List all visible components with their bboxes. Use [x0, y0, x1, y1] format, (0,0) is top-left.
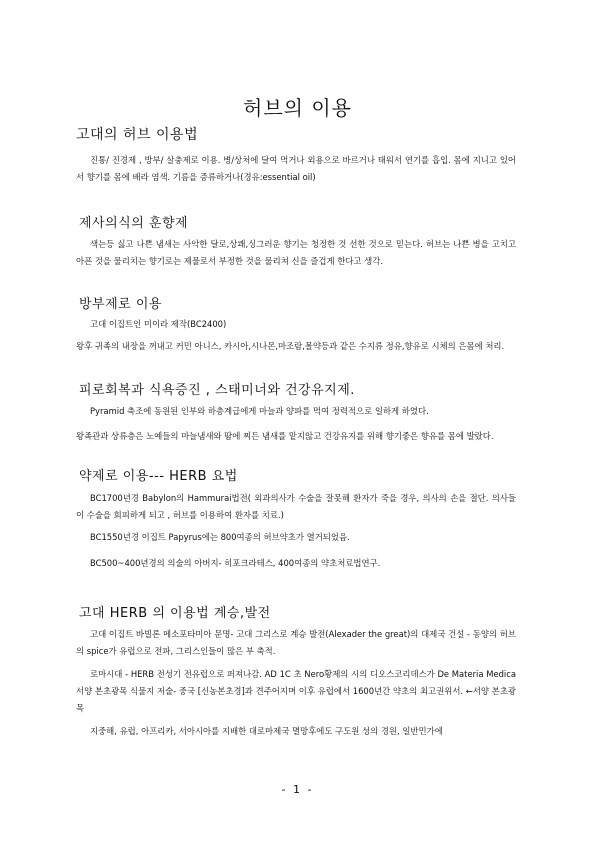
page-number: - 1 -: [281, 783, 314, 796]
section-paragraph: BC1550년경 이집트 Papyrus에는 800여종의 허브약초가 열거되었음.: [90, 532, 350, 542]
section-heading-herb-therapy: 약제로 이용--- HERB 요법: [79, 469, 238, 484]
section-paragraph: 로마시대 - HERB 전성기 전유럽으로 퍼져나감. AD 1C 초 Nero황제의 시의 디오스코리데스가 De Materia Medica 서양 본초광목 식물지 저술- 중국 [신농본초경]과 견주어지며 이후 유럽에서 1600년간 약초의 최고권위서. ←서양 본초광목: [76, 669, 516, 713]
section-paragraph: Pyramid 축조에 동원된 인부와 하층계급에게 마늘과 양파를 먹여 정력적으로 일하게 하였다.: [90, 406, 429, 416]
section-paragraph: BC1700년경 Babylon의 Hammurai법전( 외과의사가 수술을 잘못해 환자가 죽을 경우, 의사의 손을 절단. 의사들이 수술을 회피하게 되고 , 허브를 이용하여 환자를 치료.): [76, 493, 516, 520]
section-paragraph: 왕후 귀족의 내장을 꺼내고 커민 아니스, 카시아,시나몬,마조람,몰약등과 같은 수지류 정유,향유로 시체의 은몸에 처리.: [76, 341, 505, 351]
document-title: 허브의 이용: [243, 96, 352, 120]
section-paragraph: 왕족관과 상류층은 노예들의 마늘냄새와 땀에 찌든 냄새를 맡지않고 건강유지를 위해 향기좋은 향유를 몸에 발랐다.: [76, 431, 494, 441]
section-heading-fatigue-recovery: 피로회복과 식욕증진 , 스태미너와 건강유지제.: [79, 383, 355, 398]
section-heading-herb-succession: 고대 HERB 의 이용법 계승,발전: [79, 606, 271, 621]
section-heading-preservative: 방부제로 이용: [79, 297, 162, 312]
section-paragraph: 지중해, 유럽, 아프리카, 서아시아를 지배한 대로마제국 멸망후에도 구도원 성의 경원, 일반민가에: [90, 726, 443, 736]
section-paragraph: 고대 이집트인 미이라 제작(BC2400): [90, 319, 227, 329]
section-paragraph: 색는등 싫고 나쁜 냄새는 사악한 달로,상쾌,싱그러운 향기는 청정한 것 선한 것으로 믿는다. 허브는 나쁜 병을 고치고 아픈 것을 물리치는 향기로는 제물로서 부정한 것을 물리쳐 신을 즐겁게 한다고 생각.: [76, 239, 516, 266]
section-heading-ritual-incense: 제사의식의 훈향제: [79, 216, 189, 231]
section-paragraph: 진통/ 진경제 , 방부/ 살충제로 이용. 병/상처에 달여 먹거나 외용으로 바르거나 태워서 연기를 흡입. 몸에 지니고 있어서 향기를 몸에 배라 염색. 기름을 증류하거나(경유:essential oil): [76, 155, 516, 182]
section-paragraph: 고대 이집트 바빌론 메소포타미아 문명- 고대 그리스로 계승 발전(Alexader the great)의 대제국 건설 - 동양의 허브의 spice가 유럽으로 전파, 그리스인들이 많은 부 축적.: [76, 629, 516, 656]
section-paragraph: BC500~400년경의 의술의 아버지- 히포크라테스, 400여종의 약초처료법연구.: [90, 558, 381, 568]
section-heading-ancient-herb-use: 고대의 허브 이용법: [76, 127, 199, 143]
